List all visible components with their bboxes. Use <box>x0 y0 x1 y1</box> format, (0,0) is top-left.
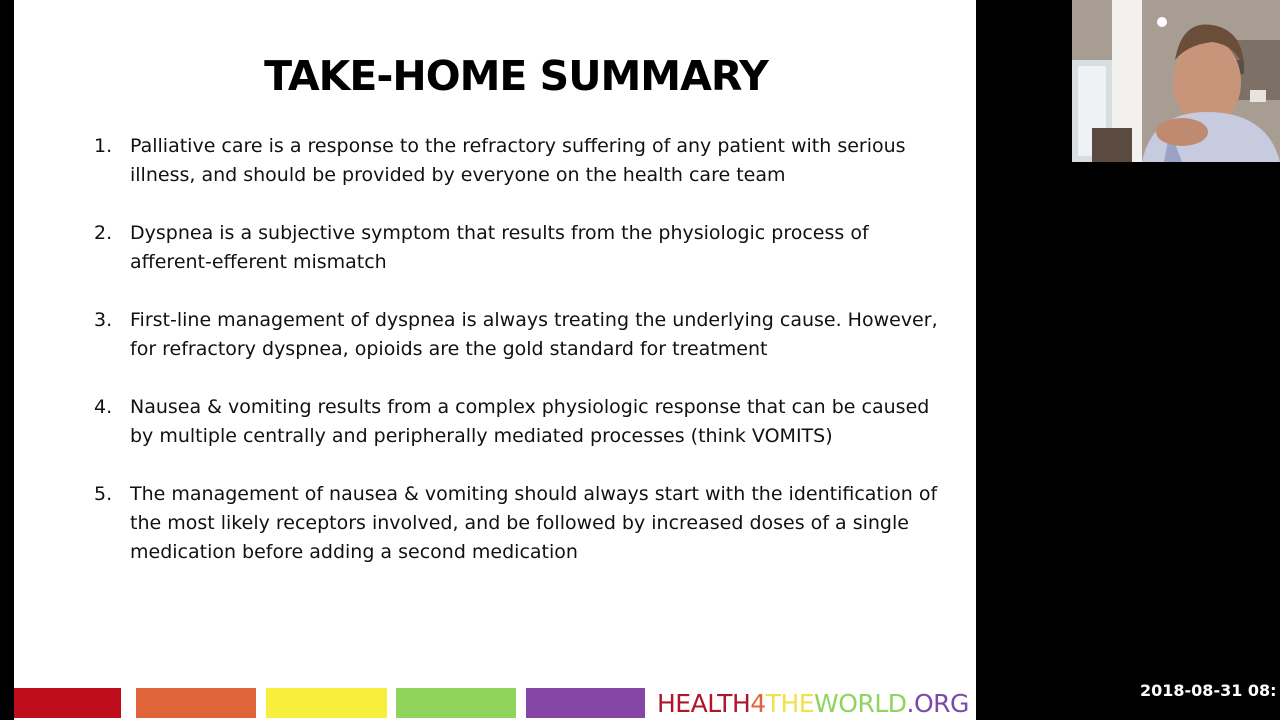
color-bar-red <box>14 688 121 718</box>
item-number: 4. <box>94 396 113 418</box>
summary-list <box>94 132 954 596</box>
brand-world: WORLD <box>814 689 907 718</box>
brand-four: 4 <box>750 689 766 718</box>
item-number: 5. <box>94 483 113 505</box>
item-text: The management of nausea & vomiting should always start with the identification of the most likely receptors involved, and be followed by increased doses of a single medication before adding a second medication <box>130 483 938 563</box>
item-text: First-line management of dyspnea is always treating the underlying cause. However, for refractory dyspnea, opioids are the gold standard for treatment <box>130 309 938 360</box>
summary-item-1 <box>94 132 954 190</box>
item-text: Nausea & vomiting results from a complex physiologic response that can be caused by multiple centrally and peripherally mediated processes (think VOMITS) <box>130 396 930 447</box>
brand-logo-text <box>657 689 969 719</box>
item-text: Dyspnea is a subjective symptom that results from the physiologic process of afferent-efferent mismatch <box>130 222 869 273</box>
brand-the: THE <box>765 689 815 718</box>
color-bar-yellow <box>266 688 387 718</box>
color-bar-green <box>396 688 516 718</box>
brand-org: .ORG <box>906 689 969 718</box>
color-bar-orange <box>136 688 256 718</box>
item-number: 1. <box>94 135 113 157</box>
color-bar-strip <box>14 688 714 718</box>
item-number: 3. <box>94 309 113 331</box>
presenter-video-frame <box>1072 0 1280 162</box>
item-number: 2. <box>94 222 113 244</box>
slide-title: TAKE-HOME SUMMARY <box>264 52 768 100</box>
summary-item-3 <box>94 306 954 364</box>
color-bar-purple <box>526 688 645 718</box>
presenter-webcam <box>1072 0 1280 162</box>
brand-health: HEALTH <box>657 689 751 718</box>
presentation-slide <box>14 0 976 720</box>
recording-timestamp: 2018-08-31 08: <box>1140 681 1277 700</box>
summary-item-4 <box>94 393 954 451</box>
summary-item-2 <box>94 219 954 277</box>
item-text: Palliative care is a response to the refractory suffering of any patient with serious illness, and should be provided by everyone on the health care team <box>130 135 906 186</box>
summary-item-5 <box>94 480 954 567</box>
